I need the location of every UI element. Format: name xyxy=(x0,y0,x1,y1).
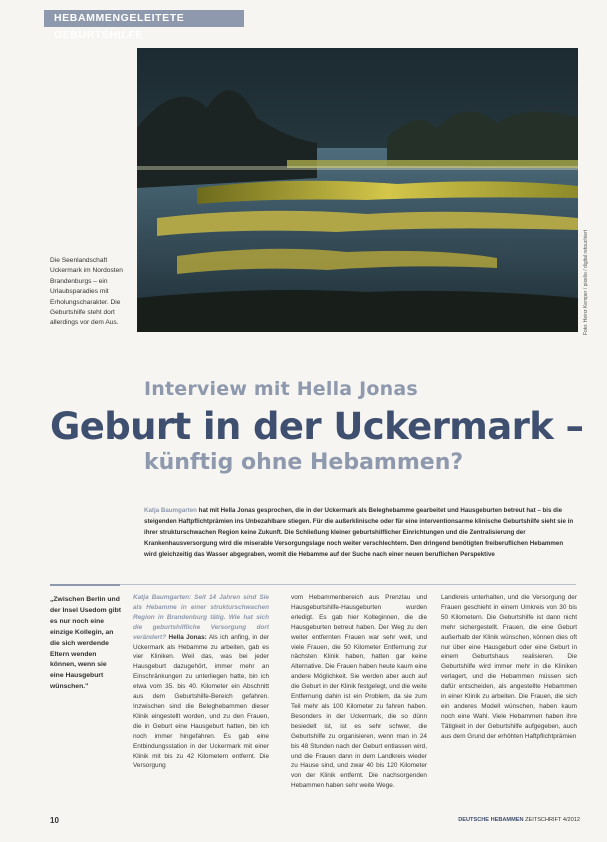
magazine-footer xyxy=(444,817,580,823)
page-number: 10 xyxy=(50,816,59,825)
photo-credit: Foto: Heinz Kemper / pixelio / digital retouchiert xyxy=(583,229,589,335)
pull-quote: „Zwischen Berlin und der Insel Usedom gibt es nur noch eine einzige Kollegin, an die sich werdende Eltern wenden können, wenn sie eine Hausgeburt wünschen." xyxy=(50,596,122,691)
pullquote-rule xyxy=(50,584,120,586)
article-column-2: vom Hebammenbereich aus Prenzlau und Hausgeburtshilfe-Hausgeburten wurden erledigt. Es gab hier Kolleginnen, die die Hausgeburten betreut haben. Der Weg zu den weiter entfernten Frauen war sehr weit, und viele Frauen, die 50 Kilometer Entfernung zur nächsten Klinik haben, hatten gar keine Alternative. Die Frauen haben heute kaum eine andere Möglichkeit. Sie werden aber auch auf die Geburt in der Klinik festgelegt, und die weite Entfernung dahin ist ein Problem, da sie zum Teil mehr als 100 Kilometer zu fahren haben. Besonders in der Uckermark, die so dünn besiedelt ist, ist es sehr schwer, die Geburtshilfe zu organisieren, wenn man in 24 bis 48 Stunden nach der Geburt entlassen wird, und die Frauen dann in dem Landkreis wieder zu Hause sind, und zwar 40 bis 120 Kilometer von der Klinik entfernt. Die nachsorgenden Hebammen haben sehr weite Wege. xyxy=(291,594,427,790)
interviewee-name: Hella Jonas: xyxy=(168,633,207,641)
article-kicker: Interview mit Hella Jonas xyxy=(144,378,418,400)
article-headline: Geburt in der Uckermark – xyxy=(50,405,584,448)
article-column-3: Landkreis unterhalten, und die Versorgung der Frauen geschieht in einem Umkreis von 30 bis 50 Kilometern. Die Geburtshilfe ist dann nicht mehr sichergestellt. Frauen, die eine Geburt außerhalb der Klinik wünschen, können dies oft nur über eine Hausgeburt oder eine Geburt in einem Geburtshaus realisieren. Die Geburtshilfe wird immer mehr in die Kliniken verlagert, und die Hebammen müssen sich dafür entscheiden, als angestellte Hebammen in einer Klinik zu arbeiten. Die Frauen, die sich ein anderes Modell wünschen, haben kaum noch eine Wahl. Viele Hebammen haben ihre Tätigkeit in der Geburtshilfe aufgegeben, auch aus dem Grund der erhöhten Haftpflichtprämien xyxy=(441,594,577,740)
interview-answer: Als ich anfing, in der Uckermark als Hebamme zu arbeiten, gab es vier Kliniken. Weil das, was bei jeder Hausgeburt dazugehört, immer mehr an Einschränkungen zu unterliegen hatte, bin ich etwa vom 35. bis 40. Kilometer ein Abschnitt aus dem Geburtshilfe-Bereich gefahren. Inzwischen sind die Beleghebammen dieser Klinik eingestellt worden, und zu den Frauen, die in Geburt eine Hausgeburt hatten, bin ich noch immer hingefahren. Es gab eine Entbindungsstation in der Uckermark mit einer Klinik mit bis zu 42 Kilometern entfernt. Die Versorgung xyxy=(133,633,269,770)
magazine-issue: ZEITSCHRIFT 4/2012 xyxy=(525,817,580,823)
lake-landscape-photo xyxy=(137,48,578,332)
magazine-brand: DEUTSCHE HEBAMMEN xyxy=(458,817,524,823)
photo-illustration xyxy=(137,48,578,332)
article-subheadline: künftig ohne Hebammen? xyxy=(144,450,464,475)
lead-text: hat mit Hella Jonas gesprochen, die in der Uckermark als Beleghebamme gearbeitet und Hausgeburten betreut hat – bis die steigenden Haftpflichtprämien ins Unbezahlbare stiegen. Für die außerklinische oder für eine interventionsarme klinische Geburtshilfe sieht sie in ihrer strukturschwachen Region keine Zukunft. Die Schließung kleiner geburtshilflicher Einrichtungen und die Zentralisierung der Krankenhausversorgung wird die miserable Versorgungslage noch weiter verschlechtern. Den dringend benötigten freiberuflichen Hebammen wird gleichzeitig das Wasser abgegraben, womit die Hebamme auf der Suche nach einer neuen beruflichen Perspektive xyxy=(144,507,574,559)
divider-rule xyxy=(50,584,576,585)
interview-question: Katja Baumgarten: Seit 14 Jahren sind Sie als Hebamme in einer strukturschwachen Region in Brandenburg tätig. Wie hat sich die geburtshilfliche Versorgung dort verändert? xyxy=(133,594,269,641)
lead-author: Katja Baumgarten xyxy=(144,507,197,514)
article-column-1 xyxy=(133,593,269,813)
photo-caption: Die Seenlandschaft Uckermark im Nordosten Brandenburgs – ein Urlaubsparadies mit Erholungscharakter. Die Geburtshilfe steht dort allerdings vor dem Aus. xyxy=(50,257,123,327)
section-tag: HEBAMMENGELEITETE GEBURTSHILFE xyxy=(44,10,244,27)
article-lead xyxy=(144,505,576,560)
